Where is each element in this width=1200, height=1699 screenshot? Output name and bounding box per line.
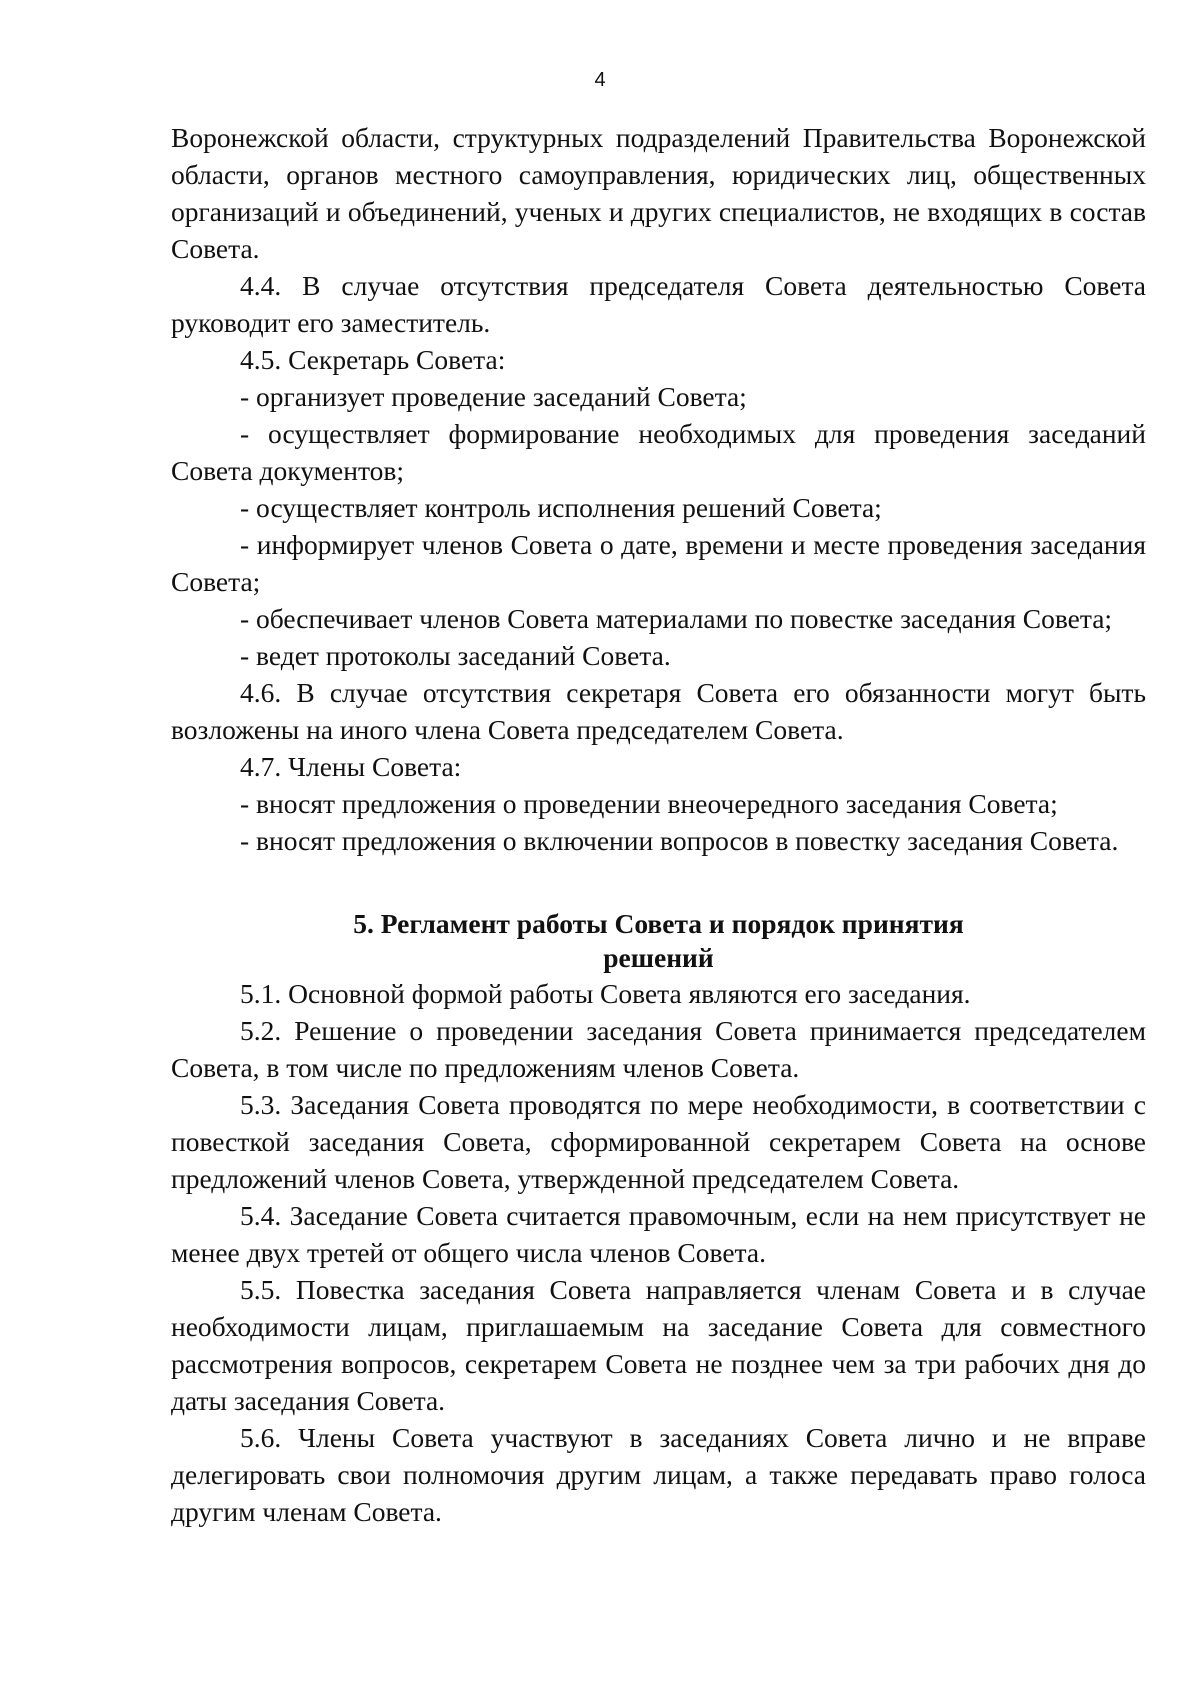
list-item: - обеспечивает членов Совета материалами по повестке заседания Совета; bbox=[240, 603, 1113, 634]
section-5-heading-line-2: решений bbox=[603, 942, 714, 973]
paragraph-5-6: 5.6. Члены Совета участвуют в заседаниях Совета лично и не вправе делегировать свои полномочия другим лицам, а также передавать право голоса другим членам Совета. bbox=[171, 1422, 1146, 1527]
list-item: - вносят предложения о включении вопросов в повестку заседания Совета. bbox=[240, 825, 1119, 856]
paragraph-4-7: 4.7. Члены Совета: bbox=[240, 751, 462, 782]
section-5-heading-line-1: 5. Регламент работы Совета и порядок принятия bbox=[353, 908, 964, 939]
paragraph-continuation: Воронежской области, структурных подразделений Правительства Воронежской области, органов местного самоуправления, юридических лиц, общественных организаций и объединений, ученых и других специалистов, не входящих в состав Совета. bbox=[171, 122, 1146, 264]
list-item: - организует проведение заседаний Совета; bbox=[240, 381, 747, 412]
paragraph-4-6: 4.6. В случае отсутствия секретаря Совета его обязанности могут быть возложены на иного члена Совета председателем Совета. bbox=[171, 677, 1146, 745]
list-item: - ведет протоколы заседаний Совета. bbox=[240, 640, 671, 671]
list-item: - вносят предложения о проведении внеочередного заседания Совета; bbox=[240, 788, 1058, 819]
paragraph-4-4: 4.4. В случае отсутствия председателя Совета деятельностью Совета руководит его заместитель. bbox=[171, 270, 1146, 338]
paragraph-5-3: 5.3. Заседания Совета проводятся по мере необходимости, в соответствии с повесткой заседания Совета, сформированной секретарем Совета на основе предложений членов Совета, утвержденной председателем Совета. bbox=[171, 1089, 1146, 1194]
paragraph-5-1: 5.1. Основной формой работы Совета являются его заседания. bbox=[240, 978, 971, 1009]
paragraph-5-2: 5.2. Решение о проведении заседания Совета принимается председателем Совета, в том числе по предложениям членов Совета. bbox=[171, 1015, 1146, 1083]
document-body bbox=[171, 119, 1146, 1530]
list-item: - осуществляет формирование необходимых для проведения заседаний Совета документов; bbox=[171, 418, 1146, 486]
paragraph-5-4: 5.4. Заседание Совета считается правомочным, если на нем присутствует не менее двух третей от общего числа членов Совета. bbox=[171, 1200, 1146, 1268]
paragraph-4-5: 4.5. Секретарь Совета: bbox=[240, 344, 506, 375]
section-5-heading bbox=[171, 907, 1146, 975]
list-item: - осуществляет контроль исполнения решений Совета; bbox=[240, 492, 882, 523]
paragraph-5-5: 5.5. Повестка заседания Совета направляется членам Совета и в случае необходимости лицам, приглашаемым на заседание Совета для совместного рассмотрения вопросов, секретарем Совета не позднее чем за три рабочих дня до даты заседания Совета. bbox=[171, 1274, 1146, 1416]
list-item: - информирует членов Совета о дате, времени и месте проведения заседания Совета; bbox=[171, 529, 1146, 597]
page-number: 4 bbox=[594, 69, 606, 91]
